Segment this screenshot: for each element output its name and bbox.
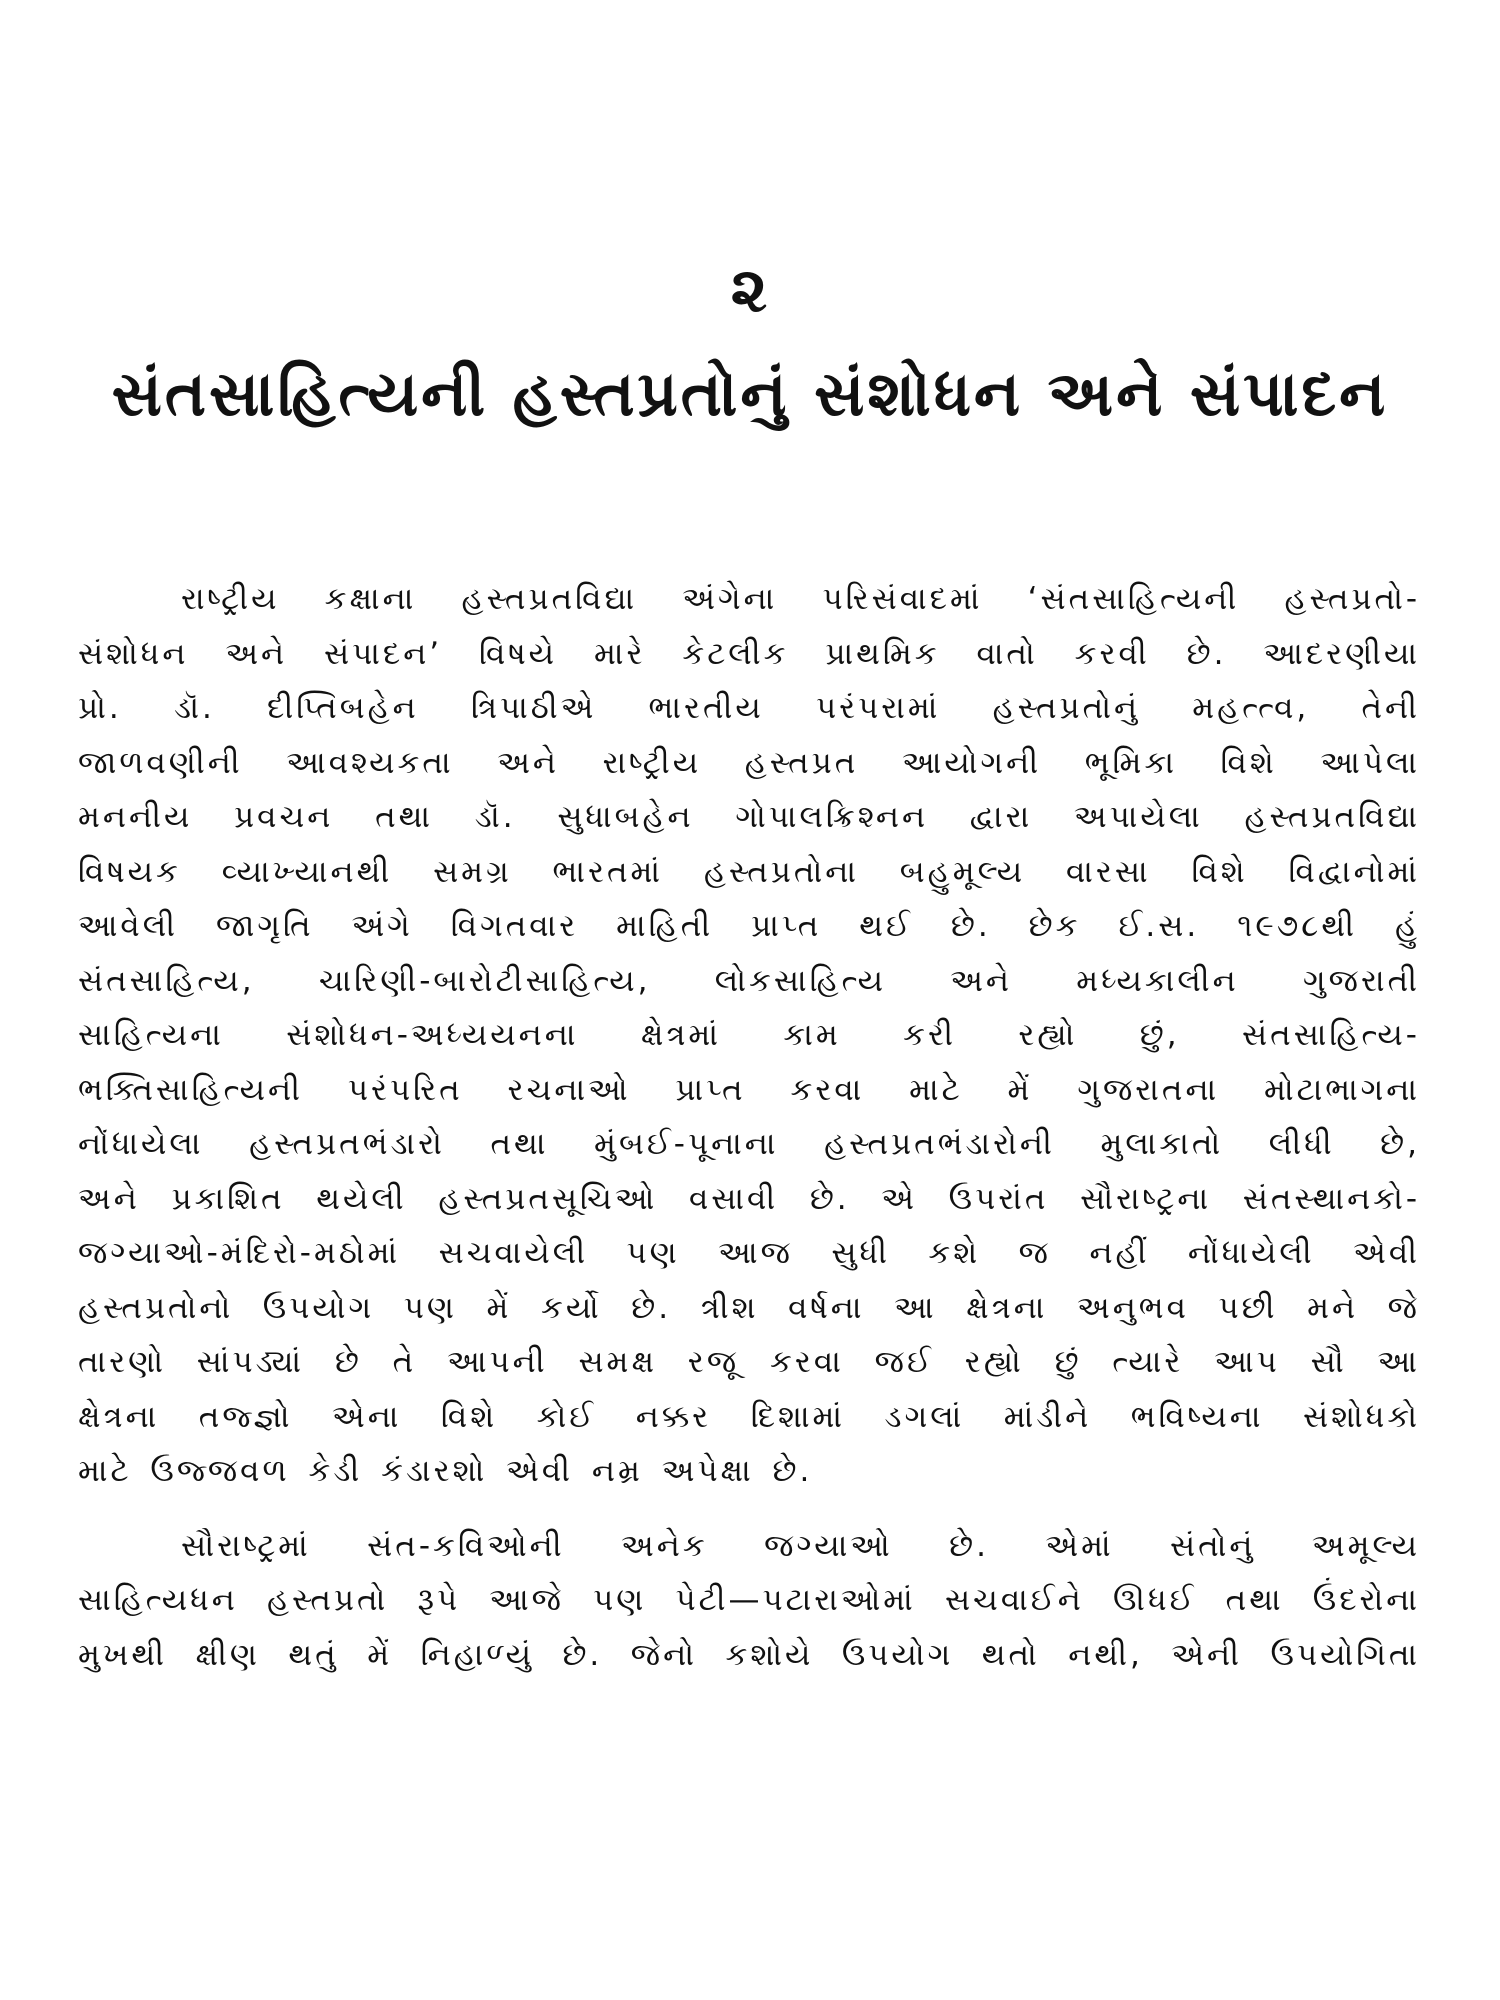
paragraph-2 [78, 1519, 1420, 1683]
body-text [78, 572, 1420, 1702]
chapter-number: ૨ [730, 253, 770, 326]
text-line: ભક્તિસાહિત્યની પરંપરિત રચનાઓ પ્રાપ્ત કરવા માટે મેં ગુજરાતના મોટાભાગના [78, 1071, 1420, 1108]
text-line: અને પ્રકાશિત થયેલી હસ્તપ્રતસૂચિઓ વસાવી છે. એ ઉપરાંત સૌરાષ્ટ્રના સંતસ્થાનકો- [78, 1180, 1420, 1217]
text-line: ક્ષેત્રના તજ્જ્ઞો એના વિશે કોઈ નક્કર દિશામાં ડગલાં માંડીને ભવિષ્યના સંશોધકો [78, 1398, 1420, 1435]
text-line: સંતસાહિત્ય, ચારિણી-બારોટીસાહિત્ય, લોકસાહિત્ય અને મધ્યકાલીન ગુજરાતી [78, 962, 1420, 999]
text-line: આવેલી જાગૃતિ અંગે વિગતવાર માહિતી પ્રાપ્ત થઈ છે. છેક ઈ.સ. ૧૯૭૮થી હું [78, 908, 1420, 944]
chapter-title: સંતસાહિત્યની હસ્તપ્રતોનું સંશોધન અને સંપાદન [111, 357, 1389, 430]
text-line: વિષયક વ્યાખ્યાનથી સમગ્ર ભારતમાં હસ્તપ્રતોના બહુમૂલ્ય વારસા વિશે વિદ્વાનોમાં [78, 853, 1420, 890]
text-line: સૌરાષ્ટ્રમાં સંત-કવિઓની અનેક જગ્યાઓ છે. એમાં સંતોનું અમૂલ્ય [181, 1527, 1420, 1564]
text-line: નોંધાયેલા હસ્તપ્રતભંડારો તથા મુંબઈ-પૂનાના હસ્તપ્રતભંડારોની મુલાકાતો લીધી છે, [78, 1126, 1420, 1162]
text-line: જાળવણીની આવશ્યકતા અને રાષ્ટ્રીય હસ્તપ્રત આયોગની ભૂમિકા વિશે આપેલા [78, 744, 1420, 781]
text-line: પ્રો. ડૉ. દીપ્તિબહેન ત્રિપાઠીએ ભારતીય પરંપરામાં હસ્તપ્રતોનું મહત્ત્વ, તેની [78, 690, 1421, 726]
text-line: સંશોધન અને સંપાદન’ વિષયે મારે કેટલીક પ્રાથમિક વાતો કરવી છે. આદરણીયા [78, 635, 1420, 672]
text-line: સાહિત્યધન હસ્તપ્રતો રૂપે આજે પણ પેટી—પટારાઓમાં સચવાઈને ઊધઈ તથા ઉંદરોના [78, 1582, 1420, 1618]
text-line: મુખથી ક્ષીણ થતું મેં નિહાળ્યું છે. જેનો કશોયે ઉપયોગ થતો નથી, એની ઉપયોગિતા [78, 1636, 1420, 1673]
text-line: રાષ્ટ્રીય કક્ષાના હસ્તપ્રતવિદ્યા અંગેના પરિસંવાદમાં ‘સંતસાહિત્યની હસ્તપ્રતો- [181, 581, 1420, 617]
text-line: જગ્યાઓ-મંદિરો-મઠોમાં સચવાયેલી પણ આજ સુધી કશે જ નહીં નોંધાયેલી એવી [78, 1235, 1420, 1271]
text-line: હસ્તપ્રતોનો ઉપયોગ પણ મેં કર્યો છે. ત્રીશ વર્ષના આ ક્ષેત્રના અનુભવ પછી મને જે [78, 1289, 1420, 1326]
text-line: મનનીય પ્રવચન તથા ડૉ. સુધાબહેન ગોપાલક્રિશ્નન દ્વારા અપાયેલા હસ્તપ્રતવિદ્યા [78, 799, 1420, 835]
text-line: સાહિત્યના સંશોધન-અધ્યયનના ક્ષેત્રમાં કામ કરી રહ્યો છું, સંતસાહિત્ય- [78, 1017, 1420, 1053]
text-line: તારણો સાંપડ્યાં છે તે આપની સમક્ષ રજૂ કરવા જઈ રહ્યો છું ત્યારે આપ સૌ આ [78, 1344, 1420, 1380]
paragraph-1 [78, 572, 1420, 1499]
text-line: માટે ઉજ્જવળ કેડી કંડારશો એવી નમ્ર અપેક્ષા છે. [78, 1453, 813, 1489]
